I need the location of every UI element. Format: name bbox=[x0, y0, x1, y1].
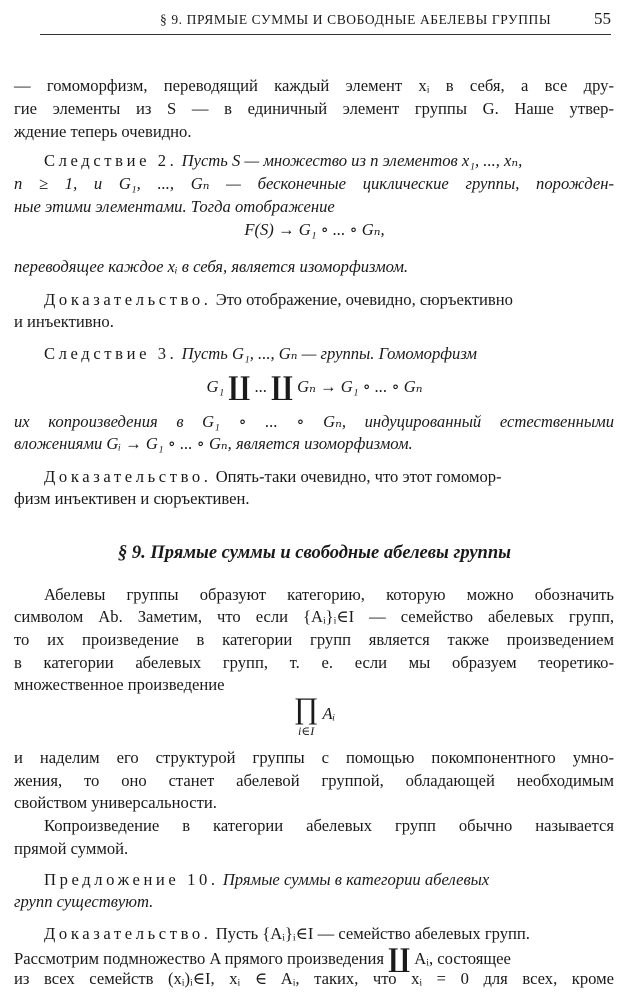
corollary-3-text: Пусть G₁, ..., Gₙ — группы. Гомоморфизм bbox=[181, 344, 477, 363]
text-line: переводящее каждое xᵢ в себя, является изоморфизмом. bbox=[14, 257, 409, 276]
text-line: множественное произведение bbox=[14, 675, 225, 694]
section-heading: § 9. Прямые суммы и свободные абелевы группы bbox=[118, 543, 511, 563]
text-line: ждение теперь очевидно. bbox=[14, 122, 192, 141]
text-line: и наделим его структурой группы с помощью покомпонентного умно- bbox=[14, 748, 614, 767]
proof-1-line: Доказательство. Это отображение, очевидно, сюръективно bbox=[44, 290, 513, 309]
text-line: Абелевы группы образуют категорию, которую можно обозначить bbox=[44, 585, 614, 604]
corollary-2-line bbox=[44, 151, 614, 171]
product-symbol: ∏ bbox=[293, 692, 319, 725]
text-line: жения, то оно станет абелевой группой, обладающей необходимым bbox=[14, 771, 614, 790]
text-line: физм инъективен и сюръективен. bbox=[14, 489, 250, 508]
corollary-3-line bbox=[44, 344, 614, 364]
text-line: свойством универсальности. bbox=[14, 793, 217, 812]
proposition-text: Прямые суммы в категории абелевых bbox=[222, 870, 490, 889]
text-line: прямой суммой. bbox=[14, 839, 129, 858]
formula-coproduct: G₁ ∐ ... ∐ Gₙ → G₁ ∘ ... ∘ Gₙ bbox=[206, 372, 423, 401]
proposition-10-line bbox=[44, 870, 614, 890]
text-line: ные этими элементами. Тогда отображение bbox=[14, 197, 335, 216]
text-line: Копроизведение в категории абелевых групп обычно называется bbox=[44, 816, 614, 835]
text-line: из всех семейств (xᵢ)ᵢ∈I, xᵢ ∈ Aᵢ, таких, что xᵢ = 0 для всех, кроме bbox=[14, 969, 614, 988]
product-term: Aᵢ bbox=[322, 704, 336, 723]
text-line: то их произведение в категории групп является также произведением bbox=[14, 630, 614, 649]
coproduct-symbol: ∐ bbox=[228, 372, 251, 401]
text-line: — гомоморфизм, переводящий каждый элемент xᵢ в себя, а все дру- bbox=[14, 76, 614, 95]
proof-heading: Доказательство. bbox=[44, 467, 212, 486]
coproduct-symbol: ∐ bbox=[388, 944, 411, 973]
proposition-heading: Предложение 10. bbox=[44, 870, 219, 889]
formula-isomorphism: F(S) → G₁ ∘ ... ∘ Gₙ, bbox=[244, 220, 385, 239]
text-line: групп существуют. bbox=[14, 892, 154, 911]
page-number: 55 bbox=[594, 9, 611, 28]
running-header-title: § 9. ПРЯМЫЕ СУММЫ И СВОБОДНЫЕ АБЕЛЕВЫ ГРУППЫ bbox=[160, 12, 552, 27]
corollary-2-heading: Следствие 2. bbox=[44, 151, 178, 170]
proof-3-line: Доказательство. Пусть {Aᵢ}ᵢ∈I — семейство абелевых групп. bbox=[44, 924, 530, 943]
corollary-2-text: Пусть S — множество из n элементов x₁, ..., xₙ, bbox=[181, 151, 523, 170]
text-line: их копроизведения в G₁ ∘ ... ∘ Gₙ, индуцированный естественными bbox=[14, 412, 614, 431]
proof-2-line: Доказательство. Опять-таки очевидно, что этот гомомор- bbox=[44, 467, 502, 486]
coproduct-symbol: ∐ bbox=[271, 372, 293, 401]
corollary-3-heading: Следствие 3. bbox=[44, 344, 178, 363]
text-line: в категории абелевых групп, т. е. если мы образуем теоретико- bbox=[14, 653, 614, 672]
text-line: символом Ab. Заметим, что если {Aᵢ}ᵢ∈I — семейство абелевых групп, bbox=[14, 607, 614, 626]
product-subscript: i∈I bbox=[298, 724, 315, 738]
text-line: вложениями Gᵢ → G₁ ∘ ... ∘ Gₙ, является изоморфизмом. bbox=[14, 434, 413, 453]
running-header bbox=[40, 8, 611, 35]
proof-heading: Доказательство. bbox=[44, 924, 212, 943]
proof-heading: Доказательство. bbox=[44, 290, 212, 309]
text-line: и инъективно. bbox=[14, 312, 114, 331]
text-line: гие элементы из S — в единичный элемент группы G. Наше утвер- bbox=[14, 99, 614, 118]
formula-product bbox=[0, 694, 629, 738]
text-line: n ≥ 1, и G₁, ..., Gₙ — бесконечные циклические группы, порожден- bbox=[14, 174, 614, 193]
text-line: Рассмотрим подмножество A прямого произведения ∐ Aᵢ, состоящее bbox=[14, 944, 511, 973]
